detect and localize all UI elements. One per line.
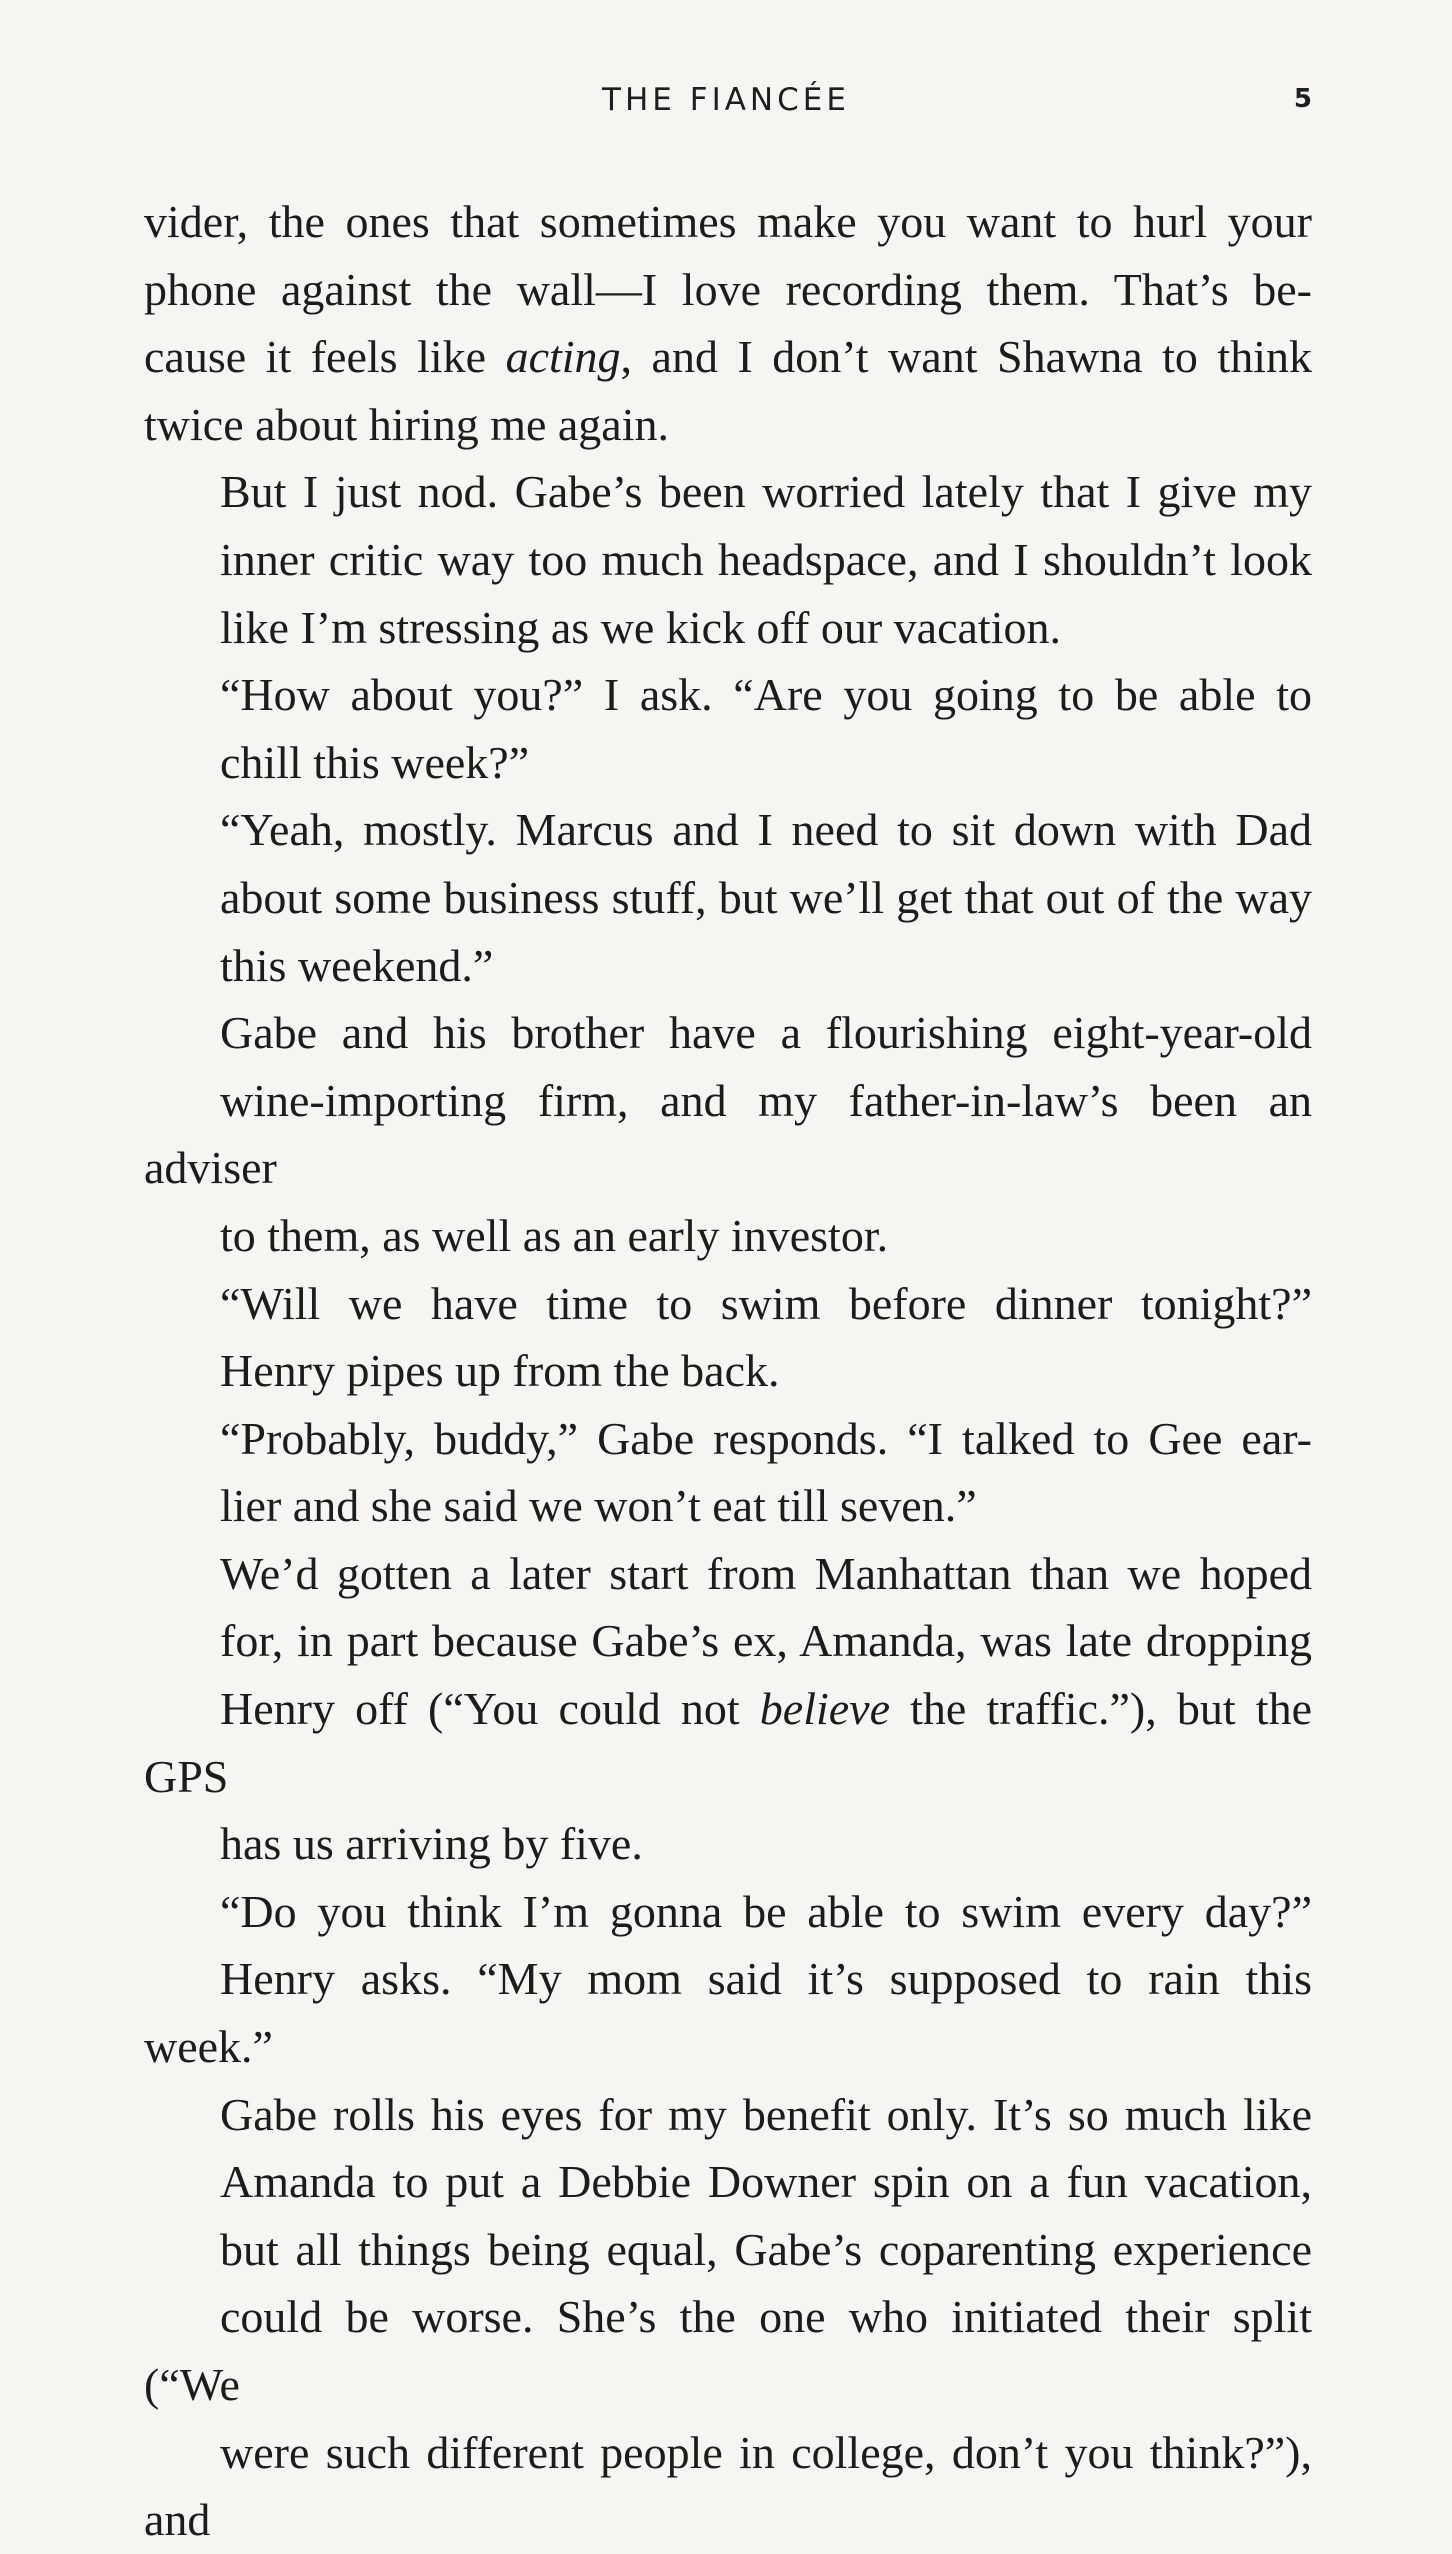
paragraph	[144, 661, 1312, 796]
text-line: about some business stuff, but we’ll get that out of the way	[220, 871, 1312, 923]
paragraph	[144, 458, 1312, 661]
text-line: Henry pipes up from the back.	[220, 1345, 780, 1397]
text-line: cause it feels like acting, and I don’t want Shawna to think	[144, 331, 1312, 383]
page-number: 5	[1293, 84, 1312, 114]
text-line: wine-importing firm, and my father-in-law’s been an adviser	[144, 1074, 1312, 1194]
text-line: “Do you think I’m gonna be able to swim every day?”	[220, 1885, 1312, 1937]
text-line: We’d gotten a later start from Manhattan than we hoped	[220, 1547, 1312, 1599]
paragraph	[144, 1540, 1312, 1878]
text-line: Gabe and his brother have a flourishing eight-year-old	[220, 1007, 1312, 1059]
text-line: “How about you?” I ask. “Are you going to be able to	[220, 669, 1312, 721]
text-line: “Probably, buddy,” Gabe responds. “I talked to Gee ear-	[220, 1412, 1312, 1464]
text-line: this weekend.”	[220, 939, 494, 991]
text-line: were such different people in college, don’t you think?”), and	[144, 2426, 1312, 2546]
text-line: to them, as well as an early investor.	[220, 1209, 889, 1261]
book-title: THE FIANCÉE	[602, 82, 850, 118]
text-line: “Yeah, mostly. Marcus and I need to sit down with Dad	[220, 804, 1312, 856]
paragraph	[144, 999, 1312, 1269]
text-line: inner critic way too much headspace, and I shouldn’t look	[220, 533, 1312, 585]
paragraph	[144, 1878, 1312, 2081]
text-line: “Will we have time to swim before dinner tonight?”	[220, 1277, 1312, 1329]
paragraph	[144, 2081, 1312, 2554]
text-line: Amanda to put a Debbie Downer spin on a fun vacation,	[220, 2156, 1312, 2208]
text-line: But I just nod. Gabe’s been worried lately that I give my	[220, 466, 1312, 518]
text-line: Gabe rolls his eyes for my benefit only. It’s so much like	[220, 2088, 1312, 2140]
paragraph	[144, 1405, 1312, 1540]
paragraph	[144, 796, 1312, 999]
text-line: for, in part because Gabe’s ex, Amanda, was late dropping	[220, 1615, 1312, 1667]
text-line: vider, the ones that sometimes make you want to hurl your	[144, 196, 1312, 247]
text-line: lier and she said we won’t eat till seven.”	[220, 1480, 977, 1532]
text-line: twice about hiring me again.	[144, 398, 670, 450]
paragraph	[144, 188, 1312, 458]
text-line: like I’m stressing as we kick off our vacation.	[220, 601, 1061, 653]
text-line: Henry asks. “My mom said it’s supposed to rain this week.”	[144, 1953, 1312, 2073]
text-line: has us arriving by five.	[220, 1818, 643, 1870]
text-line: phone against the wall—I love recording them. That’s be-	[144, 263, 1312, 315]
text-line: chill this week?”	[220, 736, 530, 788]
text-line: could be worse. She’s the one who initiated their split (“We	[144, 2291, 1312, 2410]
body-text	[144, 188, 1312, 2554]
text-line: but all things being equal, Gabe’s coparenting experience	[220, 2223, 1312, 2275]
running-head	[0, 82, 1452, 132]
text-line: Henry off (“You could not believe the traffic.”), but the GPS	[144, 1683, 1312, 1802]
paragraph	[144, 1270, 1312, 1405]
